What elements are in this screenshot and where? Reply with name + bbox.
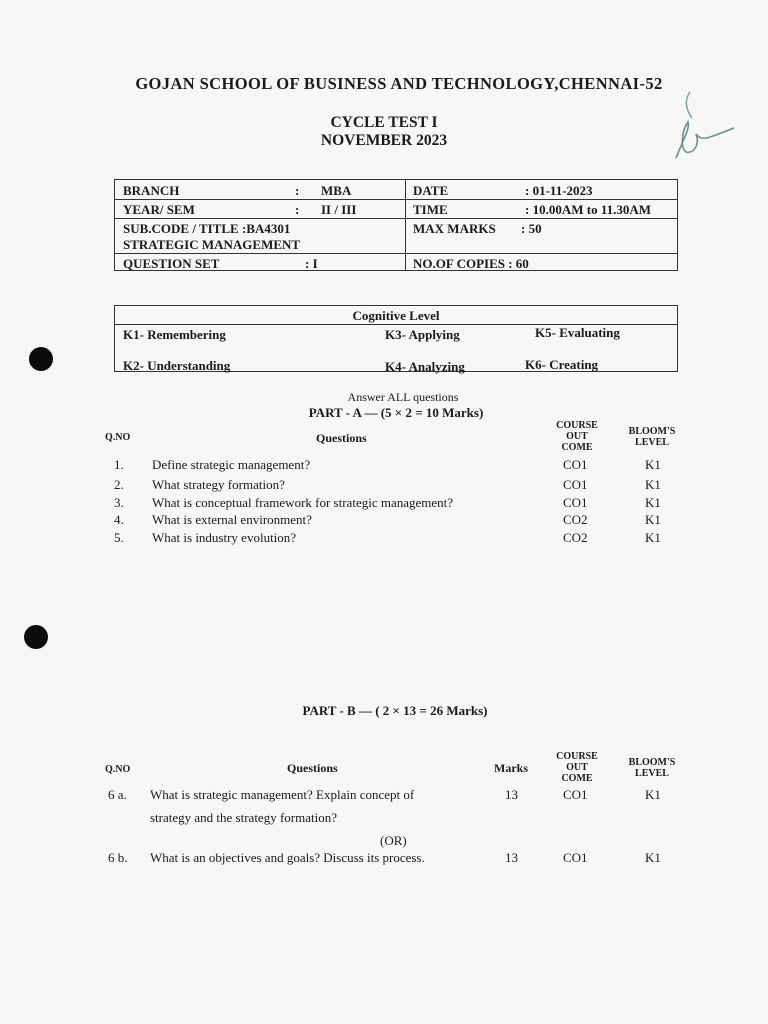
punch-hole-bottom (24, 625, 48, 649)
part-a-col-bloom: BLOOM'S LEVEL (628, 426, 676, 448)
signature-mark (662, 88, 742, 168)
cog-k4: K4- Analyzing (385, 359, 465, 374)
part-b-col-co: COURSE OUT COME (556, 751, 598, 784)
cog-k1: K1- Remembering (123, 327, 226, 342)
part-a-col-qno: Q.NO (105, 432, 131, 443)
yearsem-label: YEAR/ SEM (123, 202, 195, 217)
exam-name: CYCLE TEST I (330, 114, 438, 131)
date-label: DATE (413, 183, 449, 198)
part-a-title: PART - A — (5 × 2 = 10 Marks) (308, 405, 484, 420)
part-b-col-qno: Q.NO (105, 764, 131, 775)
branch-value: MBA (321, 183, 352, 198)
exam-month: NOVEMBER 2023 (320, 132, 448, 149)
copies-label: NO.OF COPIES : 60 (413, 256, 529, 271)
subject-title: STRATEGIC MANAGEMENT (123, 237, 301, 252)
exam-info-table (114, 179, 678, 271)
part-b-col-bloom: BLOOM'S LEVEL (628, 757, 676, 779)
qset-label: QUESTION SET (123, 256, 220, 271)
cog-k3: K3- Applying (385, 327, 460, 342)
time-value: : 10.00AM to 11.30AM (525, 202, 652, 217)
punch-hole-top (29, 347, 53, 371)
maxmarks-label: MAX MARKS (413, 221, 496, 236)
branch-label: BRANCH (123, 183, 180, 198)
part-a-col-co: COURSE OUT COME (556, 420, 598, 453)
cog-k5: K5- Evaluating (535, 325, 620, 340)
instruction: Answer ALL questions (347, 390, 459, 404)
branch-sep: : (295, 183, 300, 198)
subcode-label: SUB.CODE / TITLE :BA4301 (123, 221, 291, 236)
yearsem-value: II / III (321, 202, 357, 217)
date-value: : 01-11-2023 (525, 183, 593, 198)
yearsem-sep: : (295, 202, 300, 217)
part-b-col-marks: Marks (494, 761, 528, 775)
or-separator: (OR) (380, 833, 407, 848)
cog-k6: K6- Creating (525, 357, 599, 372)
qset-value: : I (305, 256, 318, 271)
part-a-col-questions: Questions (316, 431, 367, 445)
part-b-title: PART - B — ( 2 × 13 = 26 Marks) (302, 703, 488, 718)
cog-k2: K2- Understanding (123, 358, 231, 373)
time-label: TIME (413, 202, 448, 217)
college-title: GOJAN SCHOOL OF BUSINESS AND TECHNOLOGY,CHENNAI-52 (135, 74, 663, 93)
maxmarks-value: : 50 (521, 221, 542, 236)
exam-heading (0, 114, 768, 150)
cognitive-title: Cognitive Level (352, 308, 440, 323)
cognitive-level-table (114, 305, 678, 372)
part-b-col-questions: Questions (287, 761, 338, 775)
